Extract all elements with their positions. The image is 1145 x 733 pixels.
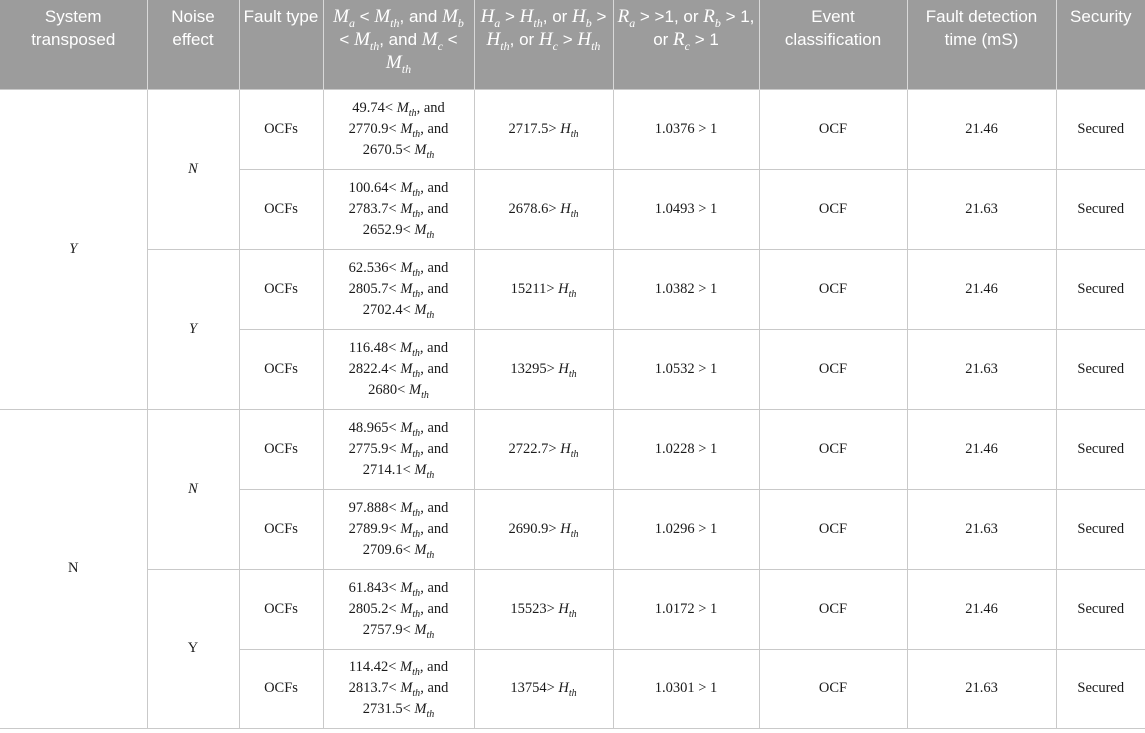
h-value: 13754> (510, 680, 555, 696)
m-a-value: 61.843< (348, 579, 397, 596)
table-body (0, 89, 1145, 728)
h-value: 13295> (510, 360, 555, 377)
system-cell: Y (0, 89, 147, 409)
header-h-condition: $H_a > H_{th}$, or $H_b > H_{th}$, or $H_c > H_{th}$ (474, 0, 613, 89)
m-condition-cell: $100.64< M_{th}$, and $2783.7< M_{th}$, and $2652.9< M_{th}$ (323, 169, 474, 249)
m-c-value: 2731.5< (362, 701, 411, 717)
header-m-condition: $M_a < M_{th}$, and $M_b < M_{th}$, and $M_c < M_{th}$ (323, 0, 474, 89)
event-cell: OCF (759, 249, 907, 329)
m-b-value: 2822.4< (348, 360, 397, 377)
header-time: Fault detection time (mS) (907, 0, 1056, 89)
header-row (0, 0, 1145, 89)
event-cell: OCF (759, 409, 907, 489)
h-condition-cell: $2690.9> H_{th}$ (474, 489, 613, 569)
h-condition-cell: $2678.6> H_{th}$ (474, 169, 613, 249)
r-condition-cell: 1.0228 > 1 (613, 409, 759, 489)
m-a-value: 116.48< (348, 339, 397, 356)
m-c-value: 2670.5< (362, 141, 411, 158)
h-value: 2690.9> (508, 520, 557, 537)
m-a-value: 100.64< (348, 179, 397, 196)
m-c-value: 2702.4< (362, 301, 411, 318)
h-condition-cell: $13295> H_{th}$ (474, 329, 613, 409)
time-cell: 21.63 (907, 169, 1056, 249)
r-condition-cell: 1.0296 > 1 (613, 489, 759, 569)
m-condition-cell: $114.42< M_{th}$, and $2813.7< M_{th}$, and $2731.5< M_{th}$ (323, 649, 474, 728)
m-c-value: 2714.1< (362, 461, 411, 478)
fault-type-cell: OCFs (239, 569, 323, 649)
noise-cell: N (147, 409, 239, 569)
event-cell: OCF (759, 489, 907, 569)
h-condition-cell: $15211> H_{th}$ (474, 249, 613, 329)
table-row (0, 89, 1145, 169)
table-row (0, 249, 1145, 329)
m-c-value: 2757.9< (362, 621, 411, 638)
m-a-value: 48.965< (348, 419, 397, 436)
security-cell: Secured (1056, 409, 1145, 489)
fault-type-cell: OCFs (239, 329, 323, 409)
security-cell: Secured (1056, 249, 1145, 329)
noise-cell: N (147, 89, 239, 249)
fault-type-cell: OCFs (239, 489, 323, 569)
r-condition-cell: 1.0172 > 1 (613, 569, 759, 649)
m-condition-cell: $61.843< M_{th}$, and $2805.2< M_{th}$, and $2757.9< M_{th}$ (323, 569, 474, 649)
m-b-value: 2805.7< (348, 280, 397, 297)
m-b-value: 2805.2< (348, 600, 397, 617)
h-condition-cell: $2722.7> H_{th}$ (474, 409, 613, 489)
table-row (0, 409, 1145, 489)
security-cell: Secured (1056, 329, 1145, 409)
m-condition-cell: $48.965< M_{th}$, and $2775.9< M_{th}$, and $2714.1< M_{th}$ (323, 409, 474, 489)
time-cell: 21.46 (907, 569, 1056, 649)
h-condition-cell: $15523> H_{th}$ (474, 569, 613, 649)
time-cell: 21.46 (907, 409, 1056, 489)
h-value: 15211> (510, 280, 555, 297)
m-a-value: 62.536< (348, 259, 397, 276)
fault-type-cell: OCFs (239, 409, 323, 489)
header-noise: Noise effect (147, 0, 239, 89)
event-cell: OCF (759, 169, 907, 249)
r-condition-cell: 1.0532 > 1 (613, 329, 759, 409)
fault-type-cell: OCFs (239, 89, 323, 169)
h-value: 2678.6> (508, 200, 557, 217)
event-cell: OCF (759, 569, 907, 649)
security-cell: Secured (1056, 169, 1145, 249)
m-c-value: 2652.9< (362, 221, 411, 238)
m-condition-cell: $49.74< M_{th}$, and $2770.9< M_{th}$, and $2670.5< M_{th}$ (323, 89, 474, 169)
h-condition-cell: $13754> H_{th}$ (474, 649, 613, 728)
system-cell: N (0, 409, 147, 728)
security-cell: Secured (1056, 569, 1145, 649)
r-condition-cell: 1.0376 > 1 (613, 89, 759, 169)
m-b-value: 2775.9< (348, 440, 397, 457)
m-condition-cell: $62.536< M_{th}$, and $2805.7< M_{th}$, and $2702.4< M_{th}$ (323, 249, 474, 329)
m-condition-cell: $116.48< M_{th}$, and $2822.4< M_{th}$, and $2680< M_{th}$ (323, 329, 474, 409)
time-cell: 21.46 (907, 89, 1056, 169)
h-condition-cell: $2717.5> H_{th}$ (474, 89, 613, 169)
header-event: Event classification (759, 0, 907, 89)
noise-cell: Y (147, 569, 239, 728)
time-cell: 21.63 (907, 649, 1056, 728)
fault-type-cell: OCFs (239, 169, 323, 249)
fault-type-cell: OCFs (239, 649, 323, 728)
r-condition-cell: 1.0382 > 1 (613, 249, 759, 329)
m-a-value: 114.42< (348, 659, 397, 675)
m-condition-cell: $97.888< M_{th}$, and $2789.9< M_{th}$, and $2709.6< M_{th}$ (323, 489, 474, 569)
event-cell: OCF (759, 89, 907, 169)
m-a-value: 49.74< (352, 99, 394, 116)
security-cell: Secured (1056, 649, 1145, 728)
h-value: 15523> (510, 600, 555, 617)
noise-cell: Y (147, 249, 239, 409)
event-cell: OCF (759, 329, 907, 409)
event-cell: OCF (759, 649, 907, 728)
h-value: 2722.7> (508, 440, 557, 457)
security-cell: Secured (1056, 89, 1145, 169)
header-security: Security (1056, 0, 1145, 89)
table-row (0, 569, 1145, 649)
security-cell: Secured (1056, 489, 1145, 569)
m-b-value: 2783.7< (348, 200, 397, 217)
r-condition-cell: 1.0493 > 1 (613, 169, 759, 249)
r-condition-cell: 1.0301 > 1 (613, 649, 759, 728)
m-c-value: 2709.6< (362, 541, 411, 558)
header-fault-type: Fault type (239, 0, 323, 89)
header-r-condition: $R_a > >1$, or $R_b > 1$, or $R_c > 1$ (613, 0, 759, 89)
m-b-value: 2770.9< (348, 120, 397, 137)
m-b-value: 2789.9< (348, 520, 397, 537)
header-system: System transposed (0, 0, 147, 89)
h-value: 2717.5> (508, 120, 557, 137)
m-b-value: 2813.7< (348, 680, 397, 696)
fault-type-cell: OCFs (239, 249, 323, 329)
m-a-value: 97.888< (348, 499, 397, 516)
time-cell: 21.63 (907, 329, 1056, 409)
time-cell: 21.46 (907, 249, 1056, 329)
time-cell: 21.63 (907, 489, 1056, 569)
m-c-value: 2680< (368, 381, 406, 398)
